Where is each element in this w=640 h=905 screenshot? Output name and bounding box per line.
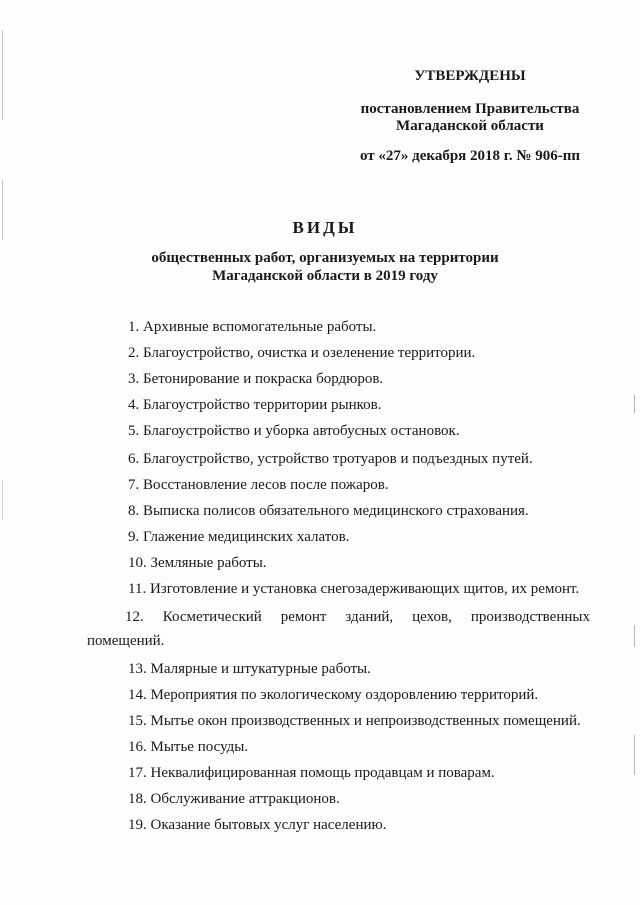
list-item: 18. Обслуживание аттракционов. <box>128 791 340 807</box>
list-item: 2. Благоустройство, очистка и озеленение территории. <box>128 345 476 361</box>
list-item: 6. Благоустройство, устройство тротуаров и подъездных путей. <box>128 451 533 467</box>
list-item: 7. Восстановление лесов после пожаров. <box>128 477 389 493</box>
list-item: 5. Благоустройство и уборка автобусных остановок. <box>128 423 460 439</box>
list-item-12-word: ремонт <box>280 609 327 625</box>
scan-artifact-right-2 <box>634 625 635 647</box>
list-item-12-word: 12. <box>125 609 144 625</box>
approval-block <box>320 67 620 177</box>
scan-artifact-left-top <box>2 30 3 120</box>
list-item: 17. Неквалифицированная помощь продавцам и поварам. <box>128 765 495 781</box>
list-item: 16. Мытье посуды. <box>128 739 249 755</box>
list-item: 9. Глажение медицинских халатов. <box>128 529 350 545</box>
list-item: 1. Архивные вспомогательные работы. <box>128 319 377 335</box>
list-item: 19. Оказание бытовых услуг населению. <box>128 817 387 833</box>
heading-subtitle-line2: Магаданской области в 2019 году <box>212 268 438 284</box>
list-item: 4. Благоустройство территории рынков. <box>128 397 382 413</box>
scan-artifact-left-mid <box>2 180 3 240</box>
scan-artifact-right-3 <box>634 735 635 775</box>
heading-title: ВИДЫ <box>292 218 358 237</box>
approval-title: УТВЕРЖДЕНЫ <box>414 68 526 84</box>
heading-subtitle-line1: общественных работ, организуемых на территории <box>151 250 499 266</box>
list-item: 13. Малярные и штукатурные работы. <box>128 661 371 677</box>
list-item: 8. Выписка полисов обязательного медицинского страхования. <box>128 503 529 519</box>
list-item: 15. Мытье окон производственных и непроизводственных помещений. <box>128 713 581 729</box>
approval-line-region: Магаданской области <box>396 118 544 134</box>
scan-artifact-right-1 <box>634 395 635 413</box>
list-item-12-word: цехов, <box>412 609 452 625</box>
list-item-12-continuation: помещений. <box>87 633 165 649</box>
list-item: 14. Мероприятия по экологическому оздоровлению территорий. <box>128 687 539 703</box>
scan-artifact-left-low <box>2 480 3 520</box>
list-item: 10. Земляные работы. <box>128 555 267 571</box>
list-item-12-word: Косметический <box>162 609 262 625</box>
document-heading <box>140 218 510 298</box>
list-item-12 <box>125 609 590 626</box>
list-item-12-word: производственных <box>470 609 590 625</box>
approval-line-resolution: постановлением Правительства <box>360 101 580 117</box>
list-item-12-word: зданий, <box>345 609 394 625</box>
approval-line-date-number: от «27» декабря 2018 г. № 906-пп <box>359 148 580 164</box>
list-item: 11. Изготовление и установка снегозадерживающих щитов, их ремонт. <box>128 581 580 597</box>
list-item: 3. Бетонирование и покраска бордюров. <box>128 371 384 387</box>
